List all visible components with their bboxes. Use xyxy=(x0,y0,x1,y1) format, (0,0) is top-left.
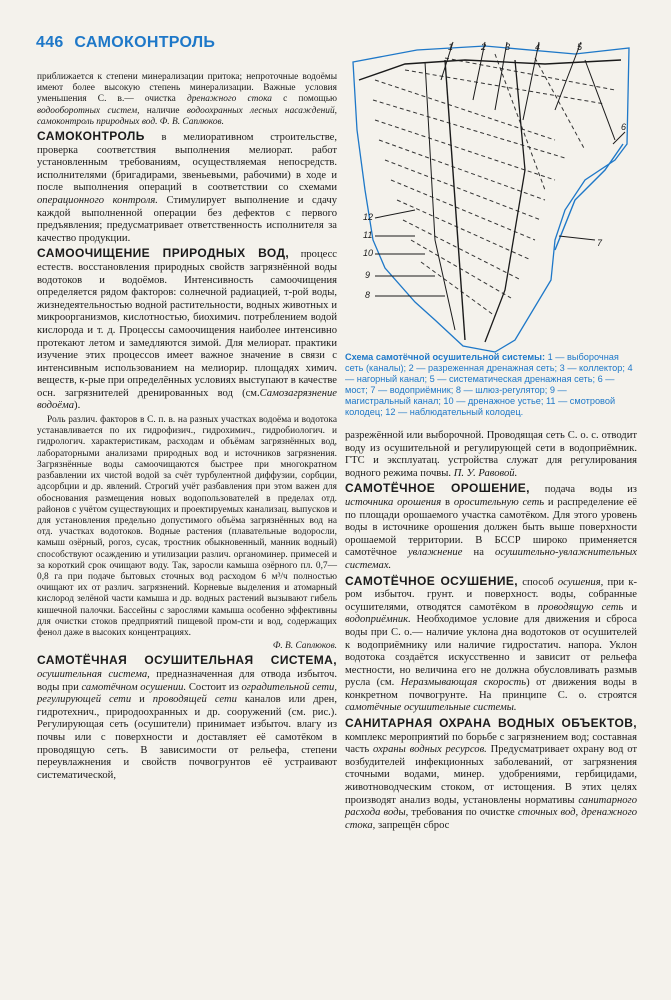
page-number: 446 xyxy=(36,34,64,51)
page-header xyxy=(36,34,215,52)
diagram-label: 6 xyxy=(621,122,627,132)
diagram-label: 2 xyxy=(481,42,487,52)
diagram-label: 7 xyxy=(597,238,603,248)
entry-sanitarnaya-okhrana: САНИТАРНАЯ ОХРАНА ВОДНЫХ ОБЪЕКТОВ, комплекс мероприятий по борьбе с загрязнением вод; составная часть охраны водных ресурсов. Предусматривает охрану вод от возбудителей инфекционных заболеваний, от загрязнения сточными водами, минер. удобрениями, гербицидами, животноводческим стоком, от истощения. В этих целях производят анализ воды, установлены нормативы санитарного расхода воды, требования по очистке сточных вод, дренажного стока, запрещён сброс xyxy=(345,716,637,831)
author: П. У. Равовой. xyxy=(453,467,518,479)
left-column xyxy=(37,72,337,784)
intro-paragraph: приближается к степени минерализации притока; непроточные водоёмы имеют более высокую степень минерализации. Важные условия уменьшения С. в.— очистка дренажного стока с помощью водооборотных систем, наличие водоохранных лесных насаждений, самоконтроль природных вод. Ф. В. Саплюков. xyxy=(37,72,338,127)
entry-samoochishchenie: САМООЧИЩЕНИЕ ПРИРОДНЫХ ВОД, процесс естеств. восстановления природных свойств загрязнённой воды водотоков и водоёмов. Интенсивность самоочищения определяется рядом факторов: солнечной радиацией, т-рой воды, жизнедеятельностью водной растительности, водных животных и микроорганизмов, кислотностью, биохимич. потреблением водой кислорода и т. д. Процессы самоочищения наиболее интенсивно протекают летом и замедляются зимой. Для мелиорат. практики изучение этих процессов имеет важное значение в связи с интенсивным использованием на мелиорир. площадях химич. веществ, к-рые при определённых условиях выступают в качестве осн. загрязнителей дренированных вод (см.Самозагрязнение водоёма). xyxy=(37,246,338,412)
diagram-label: 11 xyxy=(363,230,373,240)
caption-text: 1 — выборочная сеть (каналы); 2 — разреженная дренажная сеть; 3 — коллектор; 4 — нагорный канал; 5 — систематическая дренажная сеть; 6 — мост; 7 — водоприёмник; 8 — шлюз-регулятор; 9 — магистральный канал; 10 — дренажное устье; 11 — смотровой колодец; 12 — наблюдательный колодец. xyxy=(345,352,633,417)
diagram-label: 12 xyxy=(363,212,374,222)
diagram-label: 1 xyxy=(448,42,454,52)
entry-heading: САНИТАРНАЯ ОХРАНА ВОДНЫХ ОБЪЕКТОВ, xyxy=(345,716,637,731)
diagram-label: 5 xyxy=(577,42,583,52)
diagram-label: 9 xyxy=(365,270,371,280)
entry-samotechnaya-sistema: САМОТЁЧНАЯ ОСУШИТЕЛЬНАЯ СИСТЕМА, осушительная система, предназначенная для отвода избыточ. воды при самотёчном осушении. Состоит из оградительной сети, регулирующей сети и проводящей сети каналов или дрен, гидротехнич., природоохранных и др. сооружений (см. рис.). Регулирующая сеть (осушители) принимает избыточ. влагу из почвы или с поверхности и доставляет её самотёком в проводящую сеть. В зависимости от рельефа, степени переувлажнения и свойств почвогрунтов её устраивают систематической, xyxy=(37,653,337,781)
entry-heading: САМОКОНТРОЛЬ xyxy=(37,129,145,144)
caption-title: Схема самотёчной осушительной системы: xyxy=(345,352,546,362)
author: Ф. В. Саплюков. xyxy=(159,116,224,127)
diagram-label: 3 xyxy=(505,42,511,52)
running-title: САМОКОНТРОЛЬ xyxy=(74,34,216,51)
entry-heading: САМОТЁЧНОЕ ОРОШЕНИЕ, xyxy=(345,481,530,496)
diagram-label: 10 xyxy=(363,248,374,258)
entry-heading: САМОТЁЧНОЕ ОСУШЕНИЕ, xyxy=(345,573,519,588)
entry-samoochishchenie-details: Роль различ. факторов в С. п. в. на разных участках водоёма и водотока устанавливается по их гидрофизич., гидрохимич., гидробиологич. и гидрологич. характеристикам, расходам и объёмам загрязнённых вод, лабораторными анализами природных вод и источников загрязнения. Загрязнённые воды самоочищаются быстрее при многократном разбавлении их чистой водой за счёт турбулентной диффузии, сорбции, адсорбции и др. явлений. Строгий учёт разбавления при этом важен для обоснования размещения новых водопользователей в пределах отд. районов с учётом существующих и проектируемых канализац. выпусков и для установления предельно допустимого объёма загрязнённых вод на отд. участках водотоков. Водные растения (плавательные водоросли, камыш озёрный, рогоз, сусак, тростник обыкновенный, манник водный) способствуют осаждению и утилизации различ. органоминер. примесей и за короткий срок очищают воду. Так, заросли камыша озёрного пл. 0,7—0,8 га при подаче бытовых сточных вод расходом 6 м³/ч полностью очищают их от различ. загрязнений. Корневые выделения и атомарный кислород зелёной части камыша и др. водных растений вызывают гибель кишечной палочки. Бассейны с зарослями камыша особенно эффективны для очистки стоков предприятий пищевой пром-сти и вод, содержащих фенол даже в высоких концентрациях. xyxy=(37,415,337,638)
entry-samotechnoe-oroshenie: САМОТЁЧНОЕ ОРОШЕНИЕ, подача воды из источника орошения в оросительную сеть и распределение её по площади орошаемого участка самотёком. Для этого уровень воды в источнике орошения должен быть выше поверхности орошаемой территории. В БССР широко применяется самотёчное увлажнение на осушительно-увлажнительных системах. xyxy=(345,481,637,571)
entry-samokontrol: САМОКОНТРОЛЬ в мелиоративном строительстве, проверка соответствия выполнения мелиорат. работ установленным требованиям, осуществляемая непосредств. исполнителями (бригадирами, звеньевыми, рабочими) в ходе и после выполнения операций в соответствии со схемами операционного контроля. Стимулирует выполнение и сдачу каждой выполненной операции без дефектов с первого предъявления; предусматривает ответственность исполнителя за качество продукции. xyxy=(37,129,337,244)
entry-heading: САМОТЁЧНАЯ ОСУШИТЕЛЬНАЯ СИСТЕМА, xyxy=(37,653,337,668)
figure-caption xyxy=(345,352,635,418)
diagram-label: 8 xyxy=(365,290,371,300)
entry-samotechnaya-sistema-cont: разрежённой или выборочной. Проводящая сеть С. о. с. отводит воду из осушительной и регулирующей сети в водоприёмник. ГТС и эксплуатац. устройства служат для регулирования водного режима почвы. П. У. Равовой. xyxy=(345,430,637,479)
right-column xyxy=(345,430,637,834)
entry-samotechnoe-osushenie: САМОТЁЧНОЕ ОСУШЕНИЕ, способ осушения, при к-ром избыточ. грунт. и поверхност. воды, собранные осушителями, отводятся самотёком в проводящую сеть и водоприёмник. Необходимое условие для движения и сброса воды при С. о.— наличие уклона дна водотоков от осушителей к водоприёмнику или наличие гидростатич. напора. Уклон водотока создаётся искусственно и зависит от рельефа местности, но величина его не должна обусловливать размыв русла (см. Неразмывающая скорость) от движения воды в конкретном почвогрунте. На принципе С. о. строятся самотёчные осушительные системы. xyxy=(345,573,637,714)
diagram-label: 4 xyxy=(535,42,541,52)
entry-heading: САМООЧИЩЕНИЕ ПРИРОДНЫХ ВОД, xyxy=(37,246,290,261)
author: Ф. В. Саплюков. xyxy=(272,641,337,652)
drainage-system-diagram xyxy=(345,40,637,360)
